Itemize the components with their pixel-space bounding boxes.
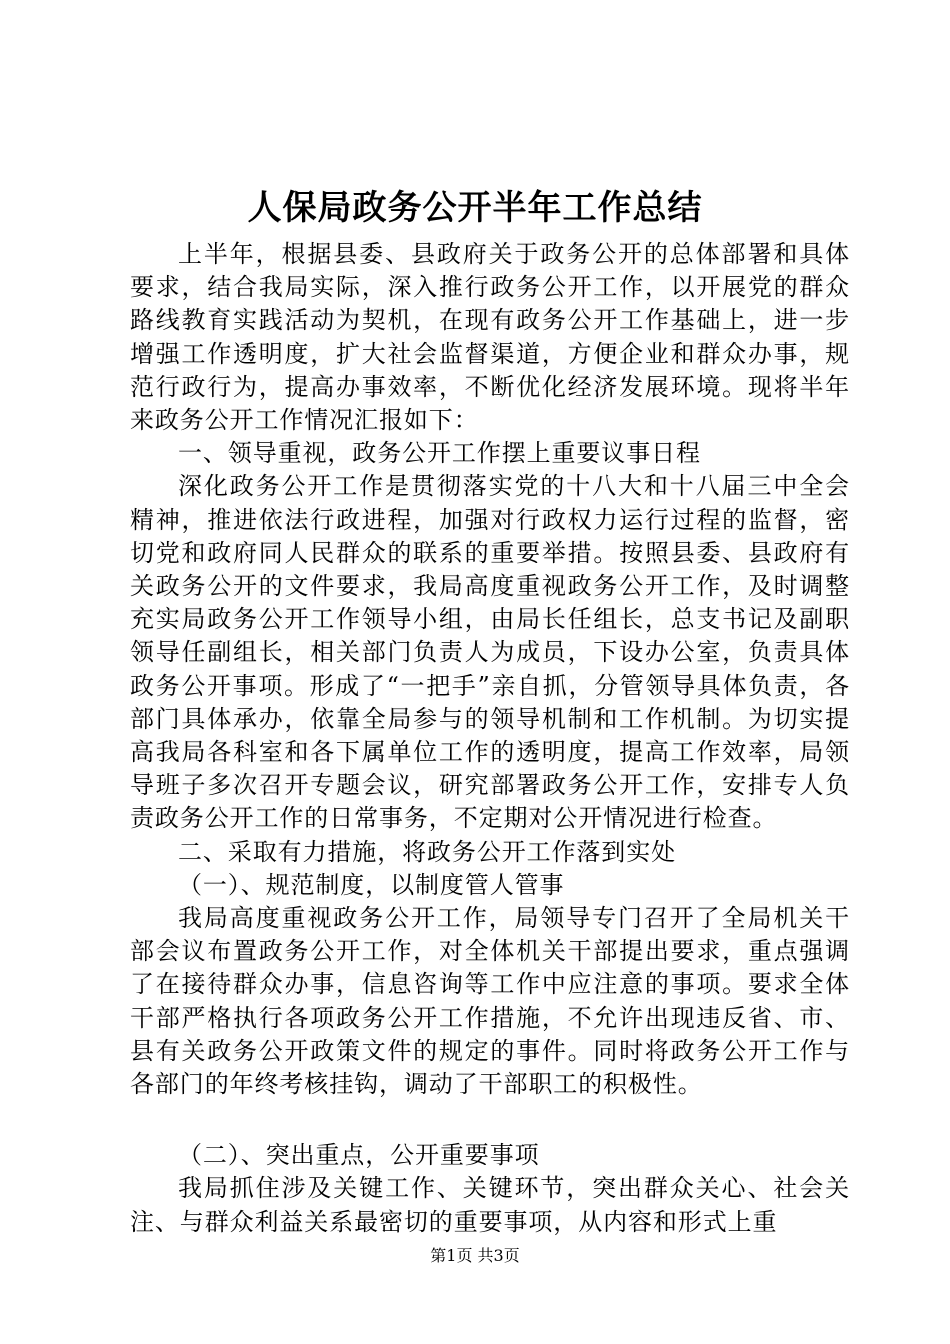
- page-footer: 第1页 共3页: [430, 1246, 520, 1265]
- section-heading-2: 二、采取有力措施，将政务公开工作落到实处: [178, 837, 676, 866]
- subsection-heading-2: （二）、突出重点，公开重要事项: [178, 1141, 540, 1170]
- intro-paragraph: 上半年，根据县委、县政府关于政务公开的总体部署和具体要求，结合我局实际，深入推行政务公开工作，以开展党的群众路线教育实践活动为契机，在现有政务公开工作基础上，进一步增强工作透明度，扩大社会监督渠道，方便企业和群众办事，规范行政行为，提高办事效率，不断优化经济发展环境。现将半年来政务公开工作情况汇报如下：: [130, 240, 850, 435]
- document-body: [130, 238, 850, 1239]
- subsection-1-paragraph: 我局高度重视政务公开工作，局领导专门召开了全局机关干部会议布置政务公开工作，对全体机关干部提出要求，重点强调了在接待群众办事，信息咨询等工作中应注意的事项。要求全体干部严格执行各项政务公开工作措施，不允许出现违反省、市、县有关政务公开政策文件的规定的事件。同时将政务公开工作与各部门的年终考核挂钩，调动了干部职工的积极性。: [130, 904, 850, 1099]
- section-1-paragraph: 深化政务公开工作是贯彻落实党的十八大和十八届三中全会精神，推进依法行政进程，加强对行政权力运行过程的监督，密切党和政府同人民群众的联系的重要举措。按照县委、县政府有关政务公开的文件要求，我局高度重视政务公开工作，及时调整充实局政务公开工作领导小组，由局长任组长，总支书记及副职领导任副组长，相关部门负责人为成员，下设办公室，负责具体政务公开事项。形成了“一把手”亲自抓，分管领导具体负责，各部门具体承办，依靠全局参与的领导机制和工作机制。为切实提高我局各科室和各下属单位工作的透明度，提高工作效率，局领导班子多次召开专题会议，研究部署政务公开工作，安排专人负责政务公开工作的日常事务，不定期对公开情况进行检查。: [130, 472, 850, 833]
- paragraph-spacer: [130, 1101, 850, 1139]
- subsection-2-paragraph: 我局抓住涉及关键工作、关键环节，突出群众关心、社会关注、与群众利益关系最密切的重要事项，从内容和形式上重: [130, 1174, 850, 1236]
- section-heading-1: 一、领导重视，政务公开工作摆上重要议事日程: [178, 439, 701, 468]
- subsection-heading-1: （一）、规范制度，以制度管人管事: [178, 870, 565, 899]
- document-title: 人保局政务公开半年工作总结: [247, 188, 703, 228]
